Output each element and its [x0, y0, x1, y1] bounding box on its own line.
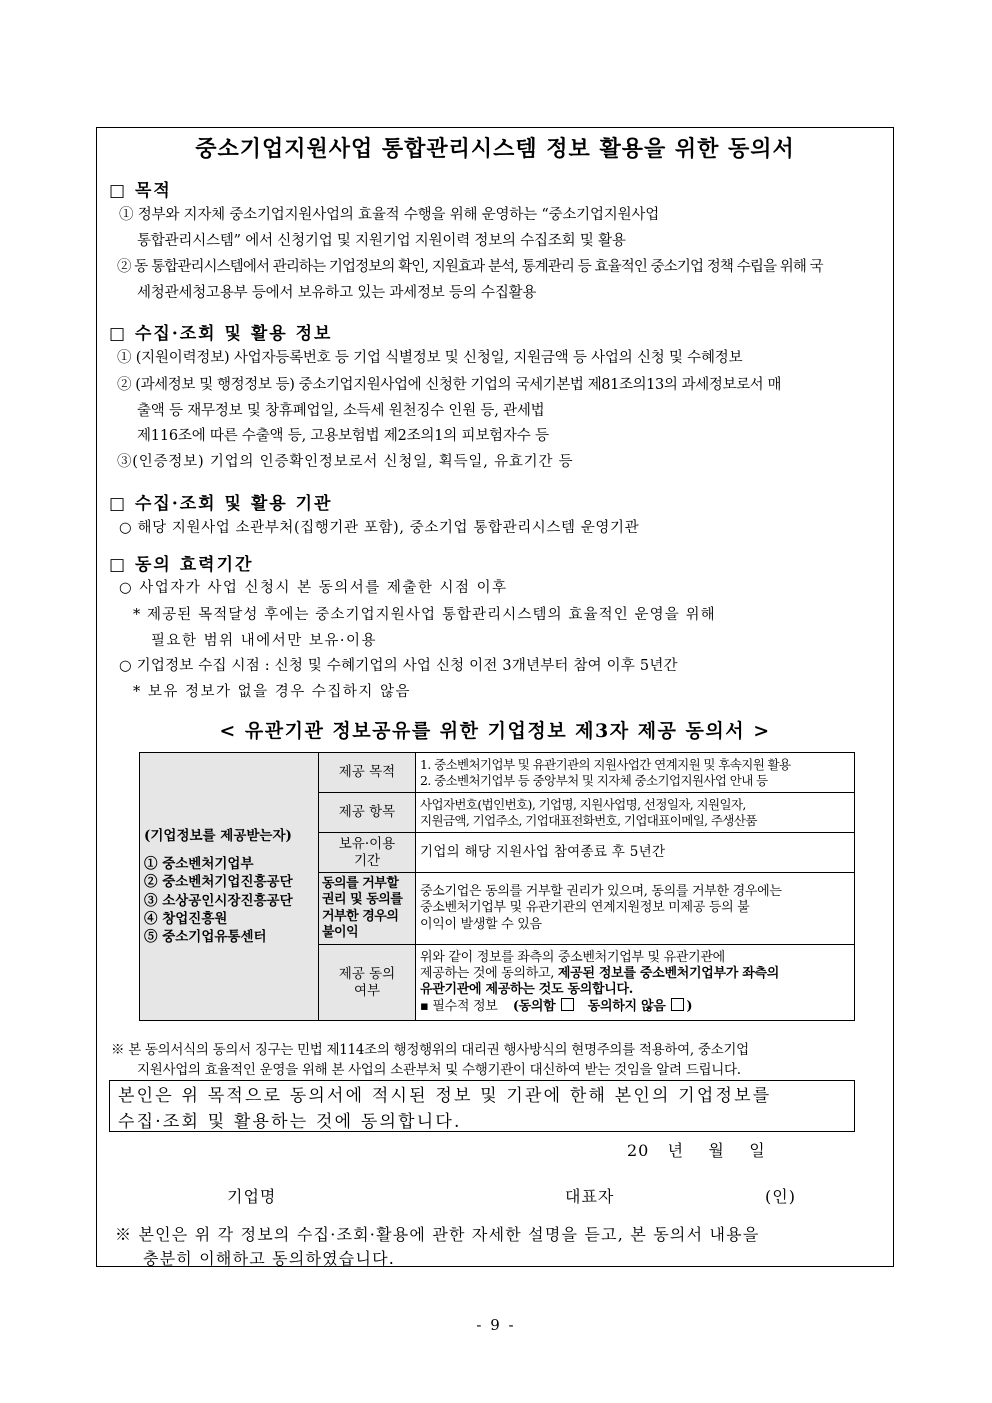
items-value-line: 지원금액, 기업주소, 기업대표전화번호, 기업대표이메일, 주생산품 — [420, 812, 757, 828]
retention-label — [319, 833, 416, 873]
refuse-label-line: 권리 및 동의를 — [322, 892, 403, 908]
purpose-value — [416, 753, 855, 793]
purpose-value-line: 2. 중소벤처기업부 등 중앙부처 및 지자체 중소기업지원사업 안내 등 — [420, 772, 768, 788]
third-party-consent-table — [139, 752, 855, 1021]
recipients-cell — [140, 753, 319, 1021]
refuse-value-line: 이익이 발생할 수 있음 — [420, 916, 542, 932]
legal-note-line: ※ 본 동의서식의 동의서 징구는 민법 제114조의 행정행위의 대리권 행사방식의 현명주의를 적용하여, 중소기업 — [111, 1042, 749, 1058]
agree-checkbox[interactable] — [561, 998, 574, 1011]
representative-label: 대표자 — [565, 1187, 615, 1206]
section-heading-agency: □ 수집·조회 및 활용 기관 — [109, 494, 333, 514]
items-value-line: 사업자번호(법인번호), 기업명, 지원사업명, 선정일자, 지원일자, — [420, 796, 746, 812]
consent-label-line: 여부 — [353, 982, 381, 999]
disagree-label: 동의하지 않음 — [587, 999, 666, 1015]
disagree-checkbox[interactable] — [671, 998, 684, 1011]
period-line: ○ 사업자가 사업 신청시 본 동의서를 제출한 시점 이후 — [119, 580, 508, 596]
consent-label-line: 제공 동의 — [338, 965, 396, 982]
refuse-label — [319, 873, 416, 945]
consent-text: 제공하는 것에 동의하고, — [420, 965, 558, 981]
consent-statement-line: 수집·조회 및 활용하는 것에 동의합니다. — [118, 1112, 462, 1132]
form-title: 중소기업지원사업 통합관리시스템 정보 활용을 위한 동의서 — [195, 136, 795, 162]
consent-value — [416, 945, 855, 1021]
section-heading-purpose: □ 목적 — [109, 181, 172, 201]
section-heading-period: □ 동의 효력기간 — [109, 555, 254, 575]
refuse-label-line: 거부한 경우의 — [322, 908, 399, 924]
recipient-item: ⑤ 중소기업유통센터 — [144, 928, 267, 945]
recipients-head: (기업정보를 제공받는자) — [144, 827, 292, 844]
period-line: 필요한 범위 내에서만 보유·이용 — [151, 633, 378, 649]
seal-label: (인) — [765, 1187, 796, 1206]
purpose-value-line: 1. 중소벤처기업부 및 유관기관의 지원사업간 연계지원 및 후속지원 활용 — [420, 756, 791, 772]
page-number: - 9 - — [476, 1316, 516, 1334]
collect-line: ③(인증정보) 기업의 인증확인정보로서 신청일, 획득일, 유효기간 등 — [117, 454, 574, 470]
agree-label: (동의함 — [512, 999, 556, 1015]
required-info-label: ▪ 필수적 정보 — [420, 999, 498, 1015]
refuse-label-line: 불이익 — [322, 924, 359, 940]
consent-emphasis: 유관기관에 제공하는 것도 동의합니다. — [420, 982, 634, 997]
consent-emphasis: 제공된 정보를 중소벤처기업부가 좌측의 — [557, 965, 779, 981]
period-line: ○ 기업정보 수집 시점 : 신청 및 수혜기업의 사업 신청 이전 3개년부터 참여 이후 5년간 — [119, 658, 678, 674]
items-label: 제공 항목 — [319, 793, 416, 833]
section-heading-collect: □ 수집·조회 및 활용 정보 — [109, 324, 333, 344]
retention-label-line: 보유·이용 — [338, 835, 396, 852]
consent-label — [319, 945, 416, 1021]
retention-value: 기업의 해당 지원사업 참여종료 후 5년간 — [416, 833, 855, 873]
agency-line: ○ 해당 지원사업 소관부처(집행기관 포함), 중소기업 통합관리시스템 운영기관 — [119, 520, 640, 536]
company-name-label: 기업명 — [227, 1187, 277, 1206]
collect-line: ① (지원이력정보) 사업자등록번호 등 기업 식별정보 및 신청일, 지원금액 등 사업의 신청 및 수혜정보 — [117, 350, 743, 366]
third-party-title: < 유관기관 정보공유를 위한 기업정보 제3자 제공 동의서 > — [219, 720, 771, 742]
consent-statement-box — [109, 1080, 855, 1132]
purpose-line: ① 정부와 지자체 중소기업지원사업의 효율적 수행을 위해 운영하는 “중소기업지원사업 — [119, 207, 660, 223]
recipient-item: ③ 소상공인시장진흥공단 — [144, 892, 293, 909]
recipient-item: ① 중소벤처기업부 — [144, 856, 254, 873]
period-line: * 제공된 목적달성 후에는 중소기업지원사업 통합관리시스템의 효율적인 운영을 위해 — [133, 607, 716, 623]
retention-label-line: 기간 — [353, 852, 381, 869]
purpose-line: 세청관세청고용부 등에서 보유하고 있는 과세정보 등의 수집활용 — [137, 285, 537, 301]
consent-value-line: 위와 같이 정보를 좌측의 중소벤처기업부 및 유관기관에 — [420, 949, 725, 965]
items-value — [416, 793, 855, 833]
purpose-line: 통합관리시스템” 에서 신청기업 및 지원기업 지원이력 정보의 수집조회 및 활용 — [137, 233, 626, 249]
bottom-note-line: ※ 본인은 위 각 정보의 수집·조회·활용에 관한 자세한 설명을 듣고, 본 동의서 내용을 — [115, 1225, 760, 1244]
refuse-value-line: 중소벤처기업부 및 유관기관의 연계지원정보 미제공 등의 불 — [420, 900, 750, 916]
refuse-value-line: 중소기업은 동의를 거부할 권리가 있으며, 동의를 거부한 경우에는 — [420, 884, 782, 900]
period-line: * 보유 정보가 없을 경우 수집하지 않음 — [133, 684, 412, 700]
date-line: 20 년 월 일 — [627, 1141, 766, 1160]
consent-form-frame — [96, 127, 894, 1267]
consent-statement-line: 본인은 위 목적으로 동의서에 적시된 정보 및 기관에 한해 본인의 기업정보를 — [118, 1086, 772, 1106]
purpose-label: 제공 목적 — [319, 753, 416, 793]
collect-line: 제116조에 따른 수출액 등, 고용보험법 제2조의1의 피보험자수 등 — [137, 428, 549, 444]
purpose-line: ② 동 통합관리시스템에서 관리하는 기업정보의 확인, 지원효과 분석, 통계관리 등 효율적인 중소기업 정책 수립을 위해 국 — [117, 259, 823, 275]
paren-close: ) — [686, 999, 693, 1015]
consent-value-line — [420, 966, 850, 982]
collect-line: 출액 등 재무정보 및 창휴폐업일, 소득세 원천징수 인원 등, 관세법 — [137, 403, 545, 419]
consent-value-line — [420, 982, 850, 998]
recipient-item: ② 중소벤처기업진흥공단 — [144, 874, 293, 891]
bottom-note-line: 충분히 이해하고 동의하였습니다. — [143, 1249, 396, 1268]
legal-note-line: 지원사업의 효율적인 운영을 위해 본 사업의 소관부처 및 수행기관이 대신하여 받는 것임을 알려 드립니다. — [137, 1062, 741, 1078]
recipient-item: ④ 창업진흥원 — [144, 910, 228, 927]
refuse-label-line: 동의를 거부할 — [322, 876, 399, 891]
collect-line: ② (과세정보 및 행정정보 등) 중소기업지원사업에 신청한 기업의 국세기본법 제81조의13의 과세정보로서 매 — [117, 377, 782, 393]
consent-choice-row — [420, 998, 850, 1015]
refuse-value — [416, 873, 855, 945]
